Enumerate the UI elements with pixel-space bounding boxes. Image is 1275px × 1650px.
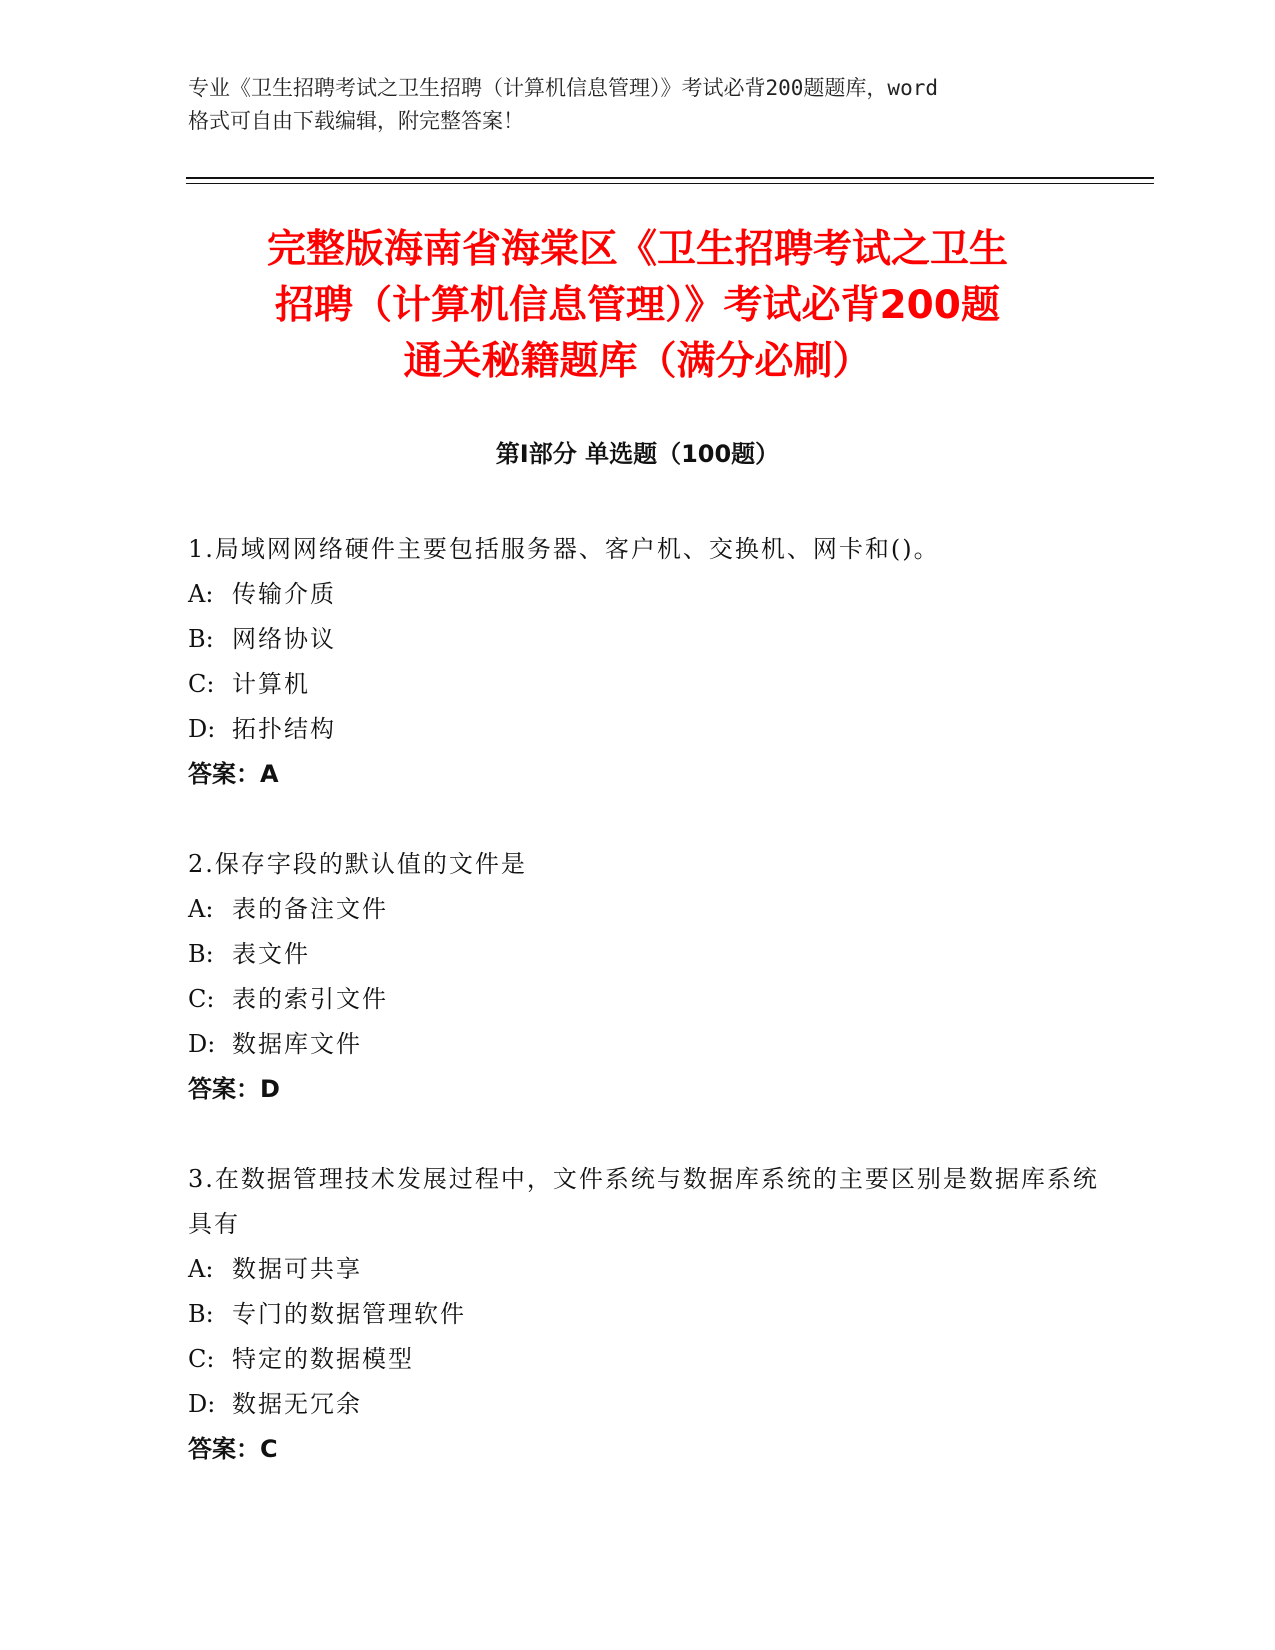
- option-a: [188, 572, 1108, 617]
- option-b: [188, 1292, 1108, 1337]
- option-letter: A:: [188, 1255, 214, 1283]
- answer-line: 答案：C: [188, 1435, 278, 1463]
- option-text: 特定的数据模型: [232, 1345, 414, 1373]
- option-letter: D:: [188, 1030, 216, 1058]
- question-3: [188, 1157, 1108, 1472]
- question-stem: 3.在数据管理技术发展过程中，文件系统与数据库系统的主要区别是数据库系统具有: [188, 1165, 1099, 1238]
- option-a: [188, 1247, 1108, 1292]
- option-d: [188, 707, 1108, 752]
- option-text: 数据无冗余: [232, 1390, 362, 1418]
- document-title-line-2: 招聘（计算机信息管理）》考试必背200题: [275, 283, 1000, 328]
- section-heading: 第Ⅰ部分 单选题（100题）: [495, 440, 780, 468]
- option-text: 拓扑结构: [232, 715, 336, 743]
- option-d: [188, 1382, 1108, 1427]
- question-stem: 1.局域网网络硬件主要包括服务器、客户机、交换机、网卡和()。: [188, 535, 940, 563]
- option-text: 表的索引文件: [232, 985, 388, 1013]
- option-letter: A:: [188, 895, 214, 923]
- question-list: [188, 527, 1108, 1517]
- header-note: [188, 72, 1088, 138]
- document-title: [170, 222, 1105, 390]
- option-text: 数据库文件: [232, 1030, 362, 1058]
- option-c: [188, 1337, 1108, 1382]
- option-b: [188, 932, 1108, 977]
- option-letter: D:: [188, 715, 216, 743]
- header-divider-thick: [186, 177, 1154, 179]
- header-note-line-1: 专业《卫生招聘考试之卫生招聘（计算机信息管理）》考试必背200题题库，word: [188, 76, 938, 100]
- question-2: [188, 842, 1108, 1112]
- option-letter: C:: [188, 1345, 215, 1373]
- option-letter: B:: [188, 940, 214, 968]
- header-note-line-2: 格式可自由下载编辑，附完整答案！: [188, 109, 524, 133]
- question-stem: 2.保存字段的默认值的文件是: [188, 850, 527, 878]
- option-text: 表文件: [232, 940, 310, 968]
- option-text: 专门的数据管理软件: [232, 1300, 466, 1328]
- option-text: 网络协议: [232, 625, 336, 653]
- option-letter: B:: [188, 1300, 214, 1328]
- option-c: [188, 662, 1108, 707]
- option-letter: B:: [188, 625, 214, 653]
- option-text: 传输介质: [232, 580, 336, 608]
- option-c: [188, 977, 1108, 1022]
- option-a: [188, 887, 1108, 932]
- document-title-line-3: 通关秘籍题库（满分必刷）: [403, 339, 872, 384]
- answer-line: 答案：D: [188, 1075, 280, 1103]
- option-letter: C:: [188, 985, 215, 1013]
- option-text: 计算机: [232, 670, 310, 698]
- option-b: [188, 617, 1108, 662]
- option-d: [188, 1022, 1108, 1067]
- option-letter: A:: [188, 580, 214, 608]
- option-text: 表的备注文件: [232, 895, 388, 923]
- option-letter: D:: [188, 1390, 216, 1418]
- option-letter: C:: [188, 670, 215, 698]
- option-text: 数据可共享: [232, 1255, 362, 1283]
- question-1: [188, 527, 1108, 797]
- answer-line: 答案：A: [188, 760, 279, 788]
- document-title-line-1: 完整版海南省海棠区《卫生招聘考试之卫生: [266, 227, 1008, 272]
- header-divider-thin: [186, 183, 1154, 184]
